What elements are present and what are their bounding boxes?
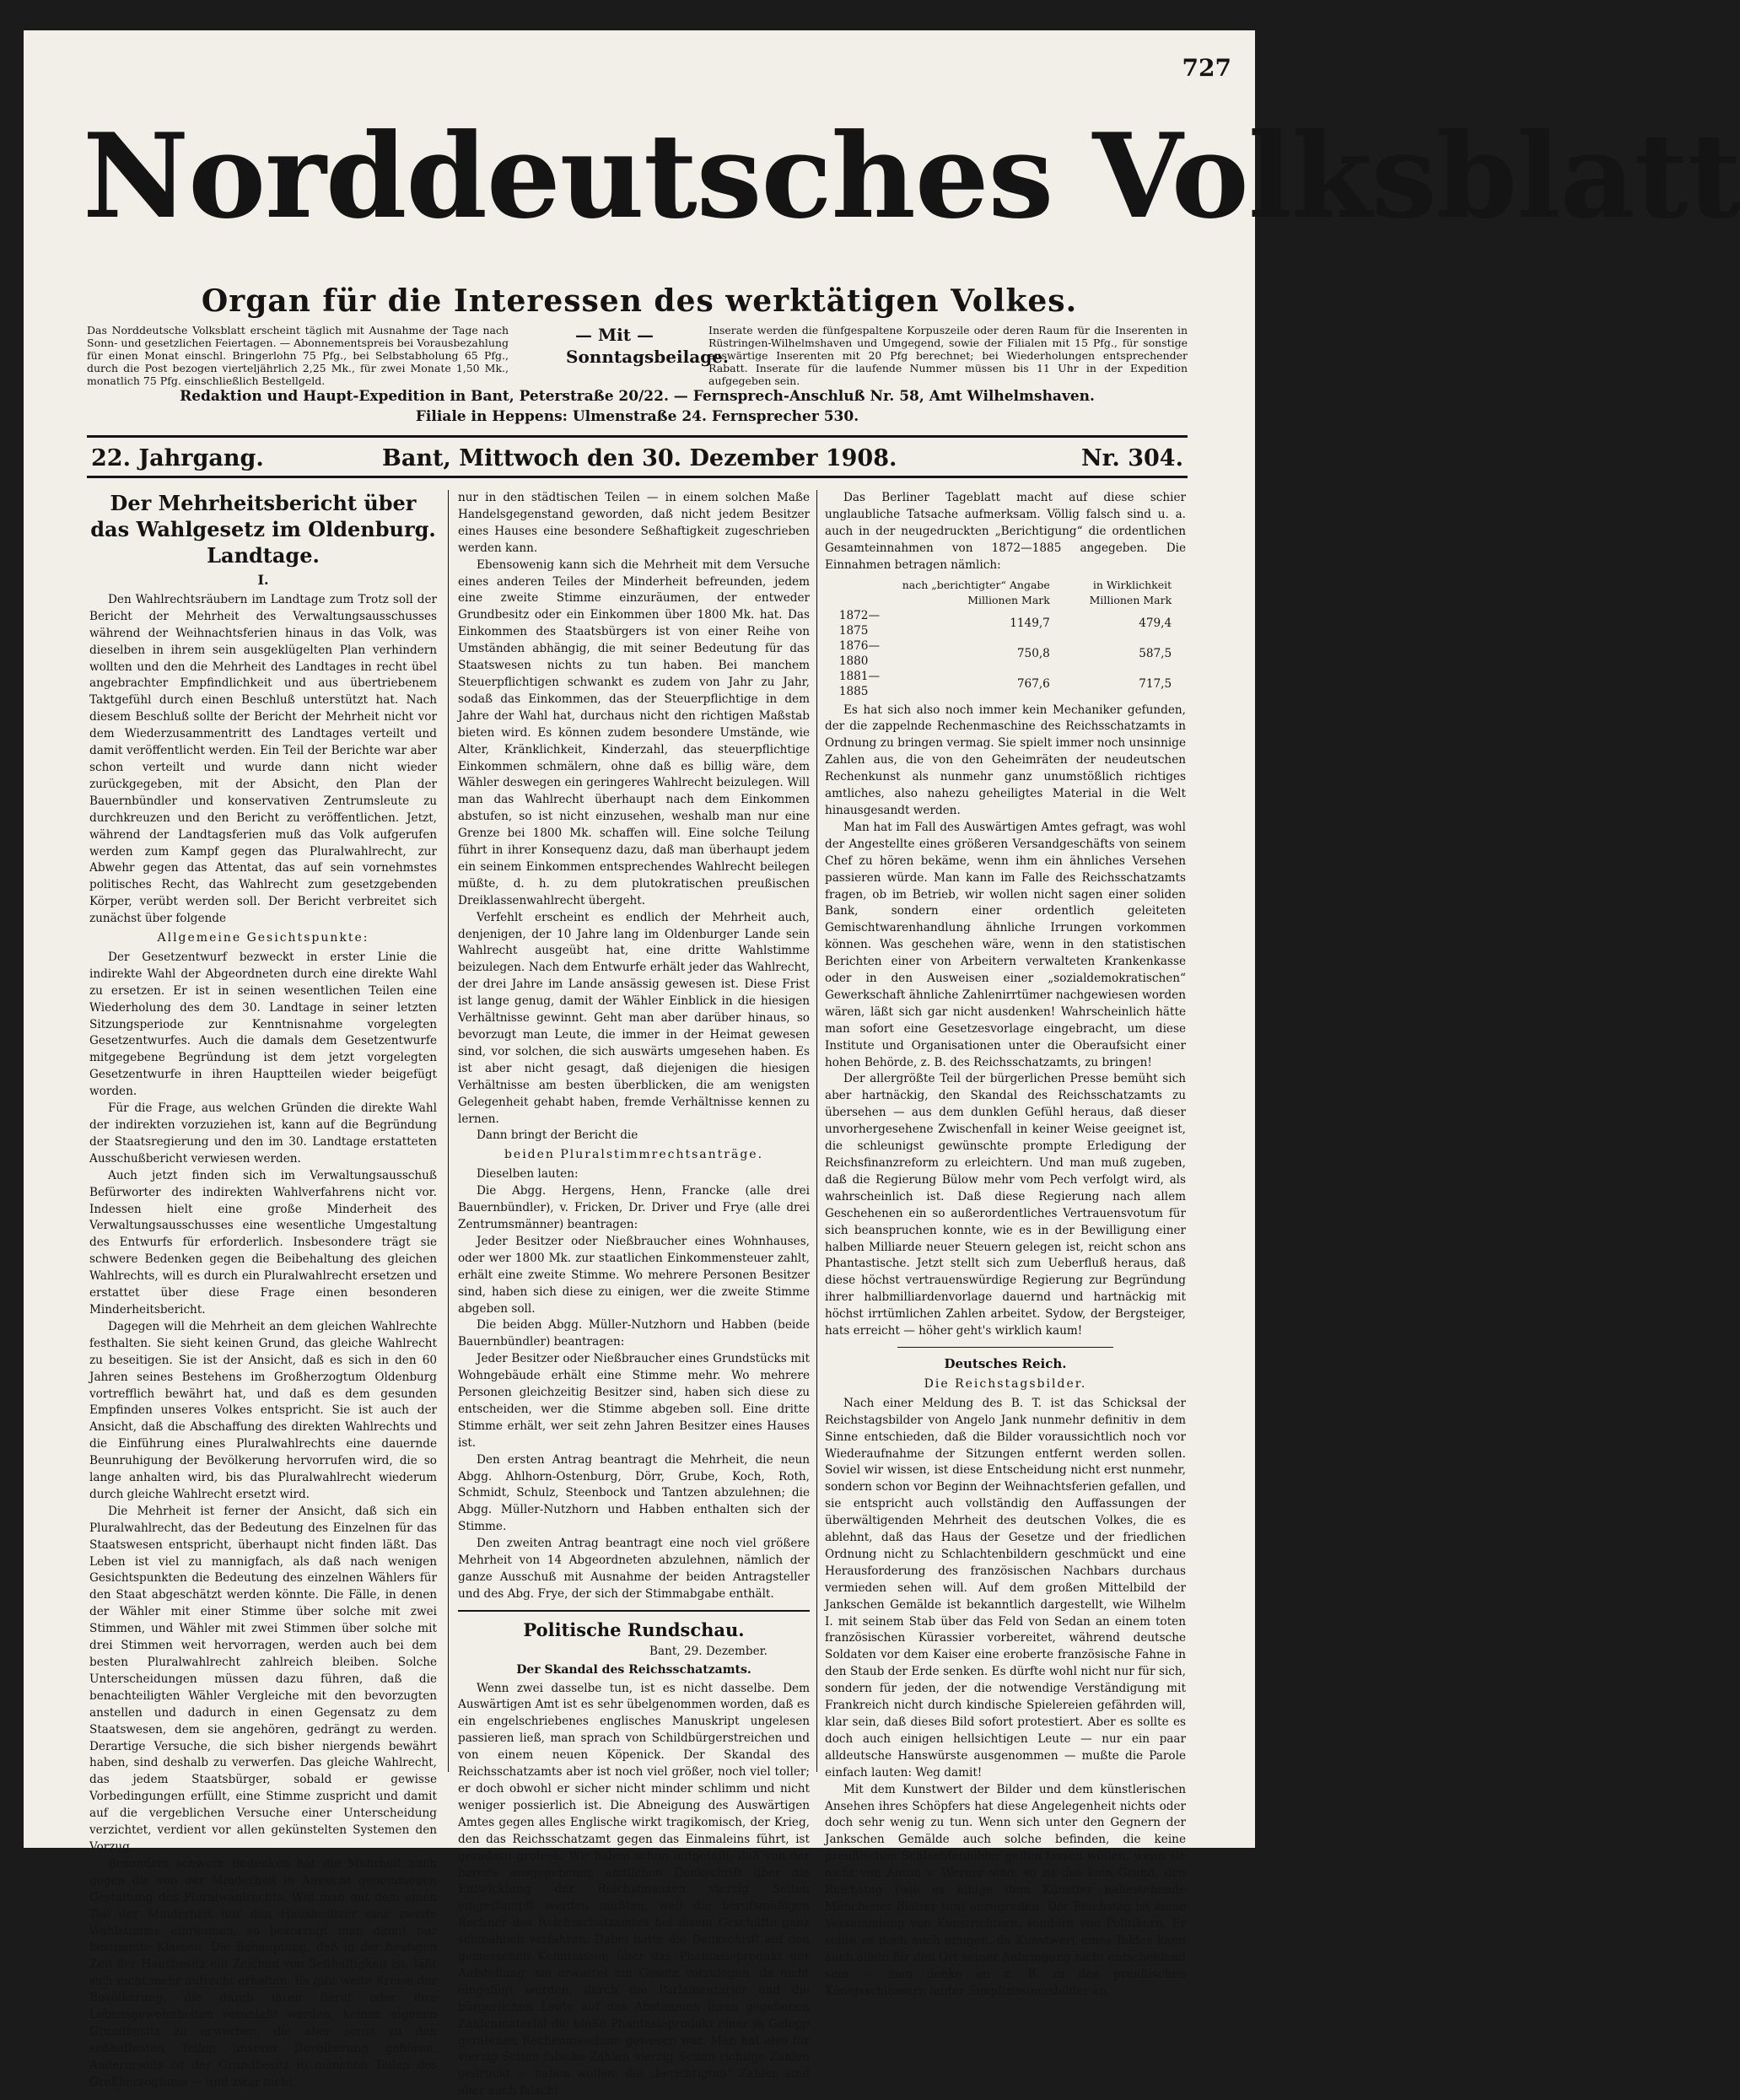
section-subhead: Die Reichstagsbilder. — [924, 1376, 1087, 1391]
table-row — [836, 669, 1175, 699]
paragraph: Verfehlt erscheint es endlich der Mehrheit auch, denjenigen, der 10 Jahre lang im Oldenburger Lande sein Wahlrecht ausgeübt hat, eine dritte Wahlstimme beizulegen. Nach dem Entwurfe erhält jeder das Wahlrecht, der drei Jahre im Lande ansässig gewesen ist. Diese Frist ist lange genug, damit der Wähler Einblick in die hiesigen Verhältnisse gewinnt. Geht man aber darüber hinaus, so bevorzugt man Leute, die immer in der Heimat gewesen sind, vor solchen, die sich auswärts umgesehen haben. Es ist aber nicht gesagt, daß diejenigen die hiesigen Verhältnisse am besten überblicken, die am wenigsten Gelegenheit gehabt haben, fremde Verhältnisse kennen zu lernen. — [458, 910, 810, 1126]
masthead-subtitle: Organ für die Interessen des werktätigen Volkes. — [201, 283, 1078, 319]
article-title-skandal: Der Skandal des Reichsschatzamts. — [516, 1662, 751, 1677]
paragraph: Auch jetzt finden sich im Verwaltungsausschuß Befürworter des indirekten Wahlverfahrens nicht vor. Indessen hielt eine große Minderheit des Verwaltungsausschusses eine wesentliche Umgestaltung des Entwurfs für erforderlich. Insbesondere trägt sie schwere Bedenken gegen die Beibehaltung des gleichen Wahlrechts, will es durch ein Pluralwahlrecht ersetzen und erstattet über diese Frage einen besonderen Minderheitsbericht. — [89, 1168, 437, 1317]
sunday-supplement-note: — Mit — Sonntagsbeilage. — [566, 325, 729, 367]
advertising-info: Inserate werden die fünfgespaltene Korpuszeile oder deren Raum für die Inserenten in Rüstringen-Wilhelmshaven und Umgegend, sowie der Filialen mit 15 Pfg., für sonstige auswärtige Inserenten mit 20 Pfg berechnet; bei Wiederholungen entsprechender Rabatt. Inserate für die laufende Nummer müssen bis 11 Uhr in der Expedition aufgegeben sein. — [708, 324, 1188, 387]
editorial-address: Redaktion und Haupt-Expedition in Bant, Peterstraße 20/22. — Fernsprech-Anschluß Nr. 58, Amt Wilhelmshaven. — [180, 388, 1095, 405]
section-subhead: Allgemeine Gesichtspunkte: — [157, 931, 369, 945]
section-dateline: Bant, 29. Dezember. — [649, 1644, 768, 1658]
dateline-rule — [87, 476, 1188, 478]
revenue-table — [836, 578, 1175, 699]
table-header-actual: in Wirklichkeit Millionen Mark — [1089, 578, 1172, 606]
paragraph: Das Berliner Tageblatt macht auf diese schier unglaubliche Tatsache aufmerksam. Völlig falsch sind u. a. auch in der neugedruckten „Berichtigung“ die ordentlichen Gesamteinnahmen von 1872—1885 angegeben. Die Einnahmen betragen nämlich: — [825, 491, 1186, 572]
paragraph: Der Gesetzentwurf bezweckt in erster Linie die indirekte Wahl der Abgeordneten durch eine direkte Wahl zu ersetzen. Er ist in seinen wesentlichen Teilen eine Wiederholung des dem 30. Landtage in seiner letzten Sitzungsperiode zur Kenntnisnahme vorgelegten Gesetzentwurfes. Auch die damals dem Gesetzentwurfe mitgegebene Begründung ist dem jetzt vorgelegten Gesetzentwurfe in ihren Hauptteilen wieder beigefügt worden. — [89, 950, 437, 1099]
paragraph: Dieselben lauten: — [477, 1167, 579, 1182]
table-cell: 750,8 — [1016, 646, 1050, 660]
paragraph: Es hat sich also noch immer kein Mechaniker gefunden, der die zappelnde Rechenmaschine des Reichsschatzamts in Ordnung zu bringen vermag. Sie spielt immer noch unsinnige Zahlen aus, die von den Geheimräten der neudeutschen Rechenkunst als nunmehr ganz unumstößlich richtiges amtliches, also nahezu geheiligtes Material in die Welt hinausgesandt werden. — [825, 703, 1186, 817]
newspaper-page — [24, 30, 1740, 2098]
paragraph: Für die Frage, aus welchen Gründen die direkte Wahl der indirekten vorzuziehen ist, kann auf die Begründung der Staatsregierung und den im 30. Landtage erstatteten Ausschußbericht verwiesen werden. — [89, 1101, 437, 1166]
column-3 — [825, 490, 1186, 2000]
section-rule — [458, 1610, 810, 1612]
top-rule — [87, 435, 1188, 438]
volume-label: 22. Jahrgang. — [91, 445, 264, 471]
branch-office: Filiale in Heppens: Ulmenstraße 24. Fernsprecher 530. — [415, 408, 859, 425]
paragraph: Dagegen will die Mehrheit an dem gleichen Wahlrechte festhalten. Sie sieht keinen Grund, das gleiche Wahlrecht zu beseitigen. Sie ist der Ansicht, daß es sich in den 60 Jahren seines Bestehens im Großherzogtum Oldenburg vortrefflich bewährt hat, und daß es dem gesunden Empfinden unseres Volkes entspricht. Sie ist auch der Ansicht, daß die Abschaffung des direkten Wahlrechts und die Einführung eines Pluralwahlrechts eine dauernde Beunruhigung der Bevölkerung hervorrufen wird, die so lange anhalten wird, bis das Pluralwahlrecht wiederum durch gleiche Wahlrecht ersetzt wird. — [89, 1319, 437, 1501]
paragraph: Den Wahlrechtsräubern im Landtage zum Trotz soll der Bericht der Mehrheit des Verwaltungsausschusses während der Weihnachtsferien hinaus in das Volk, was dieselben in ihrem sein ausgeklügelten Plan verhindern wollten und den die Mehrheit des Landtages in recht übel angebrachter Empfindlichkeit und aus übertriebenem Taktgefühl durch einen Beschluß unterstützt hat. Nach diesem Beschluß sollte der Bericht der Mehrheit nicht vor dem Wiederzusammentritt des Landtages verteilt und damit veröffentlicht werden. Ein Teil der Berichte war aber schon verteilt und wurde dann nicht wieder zurückgegeben, mit der Absicht, den Plan der Bauernbündler und konservativen Zentrumsleute zu durchkreuzen und den Bericht zu veröffentlichen. Jetzt, während der Landtagsferien muß das Volk aufgerufen werden zum Kampf gegen das Pluralwahlrecht, zur Abwehr gegen das Attentat, das auf sein vornehmstes politisches Recht, das Wahlrecht zum gesetzgebenden Körper, verübt werden soll. Der Bericht verbreitet sich zunächst über folgende — [89, 592, 437, 926]
section-title-reich: Deutsches Reich. — [944, 1355, 1067, 1371]
paragraph: Mit dem Kunstwert der Bilder und dem künstlerischen Ansehen ihres Schöpfers hat diese Angelegenheit nichts oder doch sehr wenig zu tun. Wenn sich unter den Gegnern der Jankschen Gemälde auch solche befinden, die keine preußischen Schlachtenbilder gelten lassen wollen, wenn sie nicht von Anton v. Werner sind, so ist das kein Grund, den Reichstag (wie es einige dem Künstler nahestehende Münchener Blätter tun) anzugreifen. Der Reichstag ist keine Versammlung von Kunstrichtern, sondern von Politikern. Er sollte es doch auch einigen, da Kunstwert eines Bildes kann auch allein für den Ort seiner Anbringung nicht entscheidend sein — man denke an z. B. in den preußischen Königsschlössern lauter Simplizissimusbilder an. — [825, 1782, 1186, 1998]
table-cell: 717,5 — [1139, 676, 1172, 691]
table-row — [836, 608, 1175, 638]
table-cell: 1881—1885 — [838, 669, 881, 698]
paragraph: Die Abgg. Hergens, Henn, Francke (alle drei Bauernbündler), v. Fricken, Dr. Driver und Frye (alle drei Zentrumsmänner) beantragen: — [458, 1184, 810, 1231]
table-cell: 1872—1875 — [838, 608, 881, 638]
section-title-rundschau: Politische Rundschau. — [523, 1618, 745, 1640]
paragraph: Man hat im Fall des Auswärtigen Amtes gefragt, was wohl der Angestellte eines größeren Versandgeschäfts von seinem Chef zu hören bekäme, wenn ihm ein ähnliches Versehen passieren würde. Man kann im Falle des Reichsschatzamts fragen, ob im Betrieb, wir wollen nicht sagen einer soliden Bank, sondern einer ordentlich geleiteten Gemischtwarenhandlung ähnliche Irrungen vorkommen können. Was geschehen wäre, wenn in den statistischen Berichten einer von Arbeitern verwalteten Krankenkasse oder in den Ausweisen einer „sozialdemokratischen“ Gewerkschaft ähnliche Zahlenirrtümer nachgewiesen worden wären, läßt sich gar nicht ausdenken! Wahrscheinlich hätte man sofort eine Gesetzesvorlage eingebracht, um diese Institute und Organisationen unter die Oberaufsicht einer hohen Behörde, z. B. des Reichsschatzamts, zu bringen! — [825, 820, 1186, 1069]
paragraph: Der allergrößte Teil der bürgerlichen Presse bemüht sich aber hartnäckig, den Skandal des Reichsschatzamts zu übersehen — aus dem dunklen Gefühl heraus, daß dieser unvorhergesehene Zwischenfall in keiner Weise geeignet ist, die schleunigst gewünschte prompte Erledigung der Reichsfinanzreform zu erleichtern. Und man muß zugeben, daß die Regierung Bülow mehr vom Pech verfolgt wird, als wahrscheinlich ist. Daß diese Regierung nach allem Geschehenen ein so außerordentliches Vertrauensvotum für sich beanspruchen konnte, wie es in der Bewilligung einer halben Milliarde neuer Steuern gelegen ist, reicht schon ans Phantastische. Jetzt stellt sich zum Ueberfluß heraus, daß diese höchst vertrauenswürdige Regierung zur Begründung ihrer halbmilliardenvorlage dauernd und hartnäckig mit höchst irrtümlichen Zahlen arbeitet. Sydow, der Bergsteiger, hats erreicht — höher geht's wirklich kaum! — [825, 1072, 1186, 1338]
column-divider — [816, 490, 817, 1772]
table-header-claimed: nach „berichtigter“ Angabe Millionen Mark — [902, 578, 1050, 606]
table-cell: 767,6 — [1016, 676, 1050, 691]
issue-number: Nr. 304. — [1081, 445, 1183, 471]
table-cell: 1149,7 — [1010, 616, 1050, 630]
page-number: 727 — [1182, 54, 1231, 82]
column-divider — [448, 490, 449, 1772]
issue-date: Bant, Mittwoch den 30. Dezember 1908. — [382, 445, 897, 471]
paragraph: Den ersten Antrag beantragt die Mehrheit, die neun Abgg. Ahlhorn-Ostenburg, Dörr, Grube, Koch, Roth, Schmidt, Schulz, Steenbock und Tantzen abzulehnen; die Abgg. Müller-Nutzhorn und Habben enthalten sich der Stimme. — [458, 1452, 810, 1534]
section-rule — [897, 1347, 1114, 1348]
article-headline: Der Mehrheitsbericht über das Wahlgesetz im Oldenburg. Landtage. — [90, 491, 436, 568]
paragraph: Ebensowenig kann sich die Mehrheit mit dem Versuche eines anderen Teiles der Minderheit befreunden, jedem eine zweite Stimme einzuräumen, der entweder Grundbesitz oder ein Einkommen über 1800 Mk. hat. Das Einkommen des Staatsbürgers ist von einer Reihe von Umständen abhängig, die mit seiner Bedeutung für das Staatswesen nichts zu tun haben. Bei manchem Steuerpflichtigen schwankt es zudem von Jahr zu Jahr, sodaß das Einkommen, das der Steuerpflichtige in dem Jahre der Wahl hat, durchaus nicht den richtigen Maßstab bieten wird. Es können zudem besondere Umstände, wie Alter, Kränklichkeit, Kinderzahl, das steuerpflichtige Einkommen schmälern, ohne daß es billig wäre, dem Wähler deswegen ein geringeres Wahlrecht beizulegen. Will man das Wahlrecht überhaupt nach dem Einkommen abstufen, so ist nicht einzusehen, weshalb man nur eine Grenze bei 1800 Mk. schaffen will. Eine solche Teilung führt in ihrer Konsequenz dazu, daß man überhaupt jedem ein seinem Einkommen entsprechendes Wahlrecht beilegen müßte, d. h. zu dem plutokratischen preußischen Dreiklassenwahlrecht übergeht. — [458, 557, 810, 907]
article-part-number: I. — [257, 572, 269, 588]
paragraph: Jeder Besitzer oder Nießbraucher eines Grundstücks mit Wohngebäude erhält eine Stimme mehr. Wo mehrere Personen gleichzeitig Besitzer sind, haben sich diese zu entscheiden, wer die Stimme abgeben soll. Eine dritte Stimme erhält, wer seit zehn Jahren Besitzer eines Hauses ist. — [458, 1352, 810, 1450]
paragraph: Die Mehrheit ist ferner der Ansicht, daß sich ein Pluralwahlrecht, das der Bedeutung des Einzelnen für das Staatswesen entspricht, überhaupt nicht finden läßt. Das Leben ist viel zu mannigfach, als daß nach wenigen Gesichtspunkten die Bedeutung des einzelnen Wählers für den Staat abgeschätzt werden könnte. Die Fälle, in denen der Wähler mit einer Stimme über solche mit zwei Stimmen, und Wähler mit zwei Stimmen über solche mit drei Stimmen weit hervorragen, werden auch bei dem besten Pluralwahlrecht zahlreich bleiben. Solche Unterscheidungen müssen dazu führen, daß die benachteiligten Wähler Vergleiche mit den bevorzugten anstellen und dadurch in einen Gegensatz zu dem Staatswesen, dem sie angehören, gedrängt zu werden. Derartige Versuche, die sich bisher niergends bewährt haben, sind deshalb zu verwerfen. Das gleiche Wahlrecht, das jedem Staatsbürger, sobald er gewisse Vorbedingungen erfüllt, eine Stimme zuspricht und damit auf die vergeblichen Versuche einer Unterscheidung verzichtet, verdient vor allen gekünstelten Systemen den Vorzug. — [89, 1504, 437, 1854]
table-cell: 1876—1880 — [838, 638, 881, 668]
table-cell: 587,5 — [1139, 646, 1172, 660]
table-row — [836, 638, 1175, 669]
paragraph: Die beiden Abgg. Müller-Nutzhorn und Habben (beide Bauernbündler) beantragen: — [458, 1318, 810, 1349]
paragraph: Besonders schwere Bedenken hat die Mehrheit auch gegen die von der Minderheit in Aussicht genommenen Gestaltung des Pluralwahlrechts. Will man mit dem einen Teil der Minderheit nur den Hausbesitzer eine zweite Wahlstimme einräumen, so bevorzugt man damit nur bestimmte Klassen. Die Behauptung, daß in der heutigen Zeit der Hausbesitz ein Zeichen von Seßhaftigkeit ist, läßt sich nicht mehr aufrecht erhalten. Es gibt weite Kreise der Bevölkerung, die durch ihren Beruf oder ihre Lebensgewohnheiten veranlaßt werden, keinen eigenen Grundbesitz zu erwerben, die aber sonst zu den seßhaftesten Teilen unserer Bevölkerung gehören. Andererseits ist der Grundbesitz in manchen Teilen des Großherzogtums — und zwar nicht — [89, 1856, 437, 2089]
paragraph: Wenn zwei dasselbe tun, ist es nicht dasselbe. Dem Auswärtigen Amt ist es sehr übelgenommen worden, daß es ein engelschriebenes englisches Manuskript ungelesen passieren ließ, man sprach von Schildbürgerstreichen und von einem neuen Köpenick. Der Skandal des Reichsschatzamts aber ist noch viel größer, noch viel toller; er doch obwohl er sicher nicht minder schlimm und nicht weniger possierlich ist. Die Abneigung des Auswärtigen Amtes gegen alles Englische wirkt tragikomisch, der Krieg, den das Reichsschatzamt gegen das Einmaleins führt, ist geradezu grotesk. Wir haben schon mitgeteilt, daß von der bereits ausgegebenen amtlichen Denkschrift über die Entwicklung der Reichsfinanzen vierzig Seiten eingestampft werden mußten, weil die berufsmäßigen Rechner des Reichsschatzamtes bei ihrem Geschäfte ganz schmählich verfahren. Dabei hatte die Denkschrift auf den gemessenen Kenntnissen über das Phantasieprodukt der Aufstellung, sie erwartet ein Gesetz vorzulegen, da nicht eingefügt werden, durch die Parlamentarier und die bürgerlichen Leute auf das Abstimmen ihren gegebenen Zahlenmaterial die bloße Phantasieprodukt einer in Galopp geratenen Rechenmaschine gewesen war. Man hat also für vierzig Seiten falsche Zahlen vierzig Seiten richtige Zahlen gedruckt — haben wollen; die „berichtigten“ Zahlen sind aber auch falsch! — [458, 1681, 810, 2098]
section-subhead: beiden Pluralstimmrechtsanträge. — [504, 1148, 764, 1162]
paragraph: Jeder Besitzer oder Nießbraucher eines Wohnhauses, oder wer 1800 Mk. zur staatlichen Einkommensteuer zahlt, erhält eine zweite Stimme. Wo mehrere Personen Besitzer sind, haben sich diese zu einigen, wer die zweite Stimme abgeben soll. — [458, 1234, 810, 1316]
paragraph: Dann bringt der Bericht die — [477, 1128, 638, 1143]
masthead-title: Norddeutsches Volksblatt — [83, 107, 1740, 245]
paragraph: Den zweiten Antrag beantragt eine noch viel größere Mehrheit von 14 Abgeordneten abzulehnen, nämlich der ganze Ausschuß mit Ausnahme der beiden Antragsteller und des Abg. Frye, der sich der Stimmabgabe enthält. — [458, 1537, 810, 1601]
subscription-info: Das Norddeutsche Volksblatt erscheint täglich mit Ausnahme der Tage nach Sonn- und gesetzlichen Feiertagen. — Abonnementspreis bei Vorausbezahlung für einen Monat einschl. Bringerlohn 75 Pfg., bei Selbstabholung 65 Pfg., durch die Post bezogen vierteljährlich 2,25 Mk., für zwei Monate 1,50 Mk., monatlich 75 Pfg. einschließlich Bestellgeld. — [87, 324, 509, 387]
table-cell: 479,4 — [1139, 616, 1172, 630]
paragraph: nur in den städtischen Teilen — in einem solchen Maße Handelsgegenstand geworden, daß nicht jedem Besitzer eines Hauses eine besondere Seßhaftigkeit zugeschrieben werden kann. — [458, 491, 810, 555]
column-2 — [458, 490, 810, 2100]
column-1 — [89, 490, 437, 2092]
paragraph: Nach einer Meldung des B. T. ist das Schicksal der Reichstagsbilder von Angelo Jank nunmehr definitiv in dem Sinne entschieden, daß die Bilder voraussichtlich noch vor Wiederaufnahme der Sitzungen entfernt werden sollen. Soviel wir wissen, ist diese Entscheidung nicht erst nunmehr, sondern schon vor Beginn der Weihnachtsferien gefallen, und sie entspricht auch vollständig den Auffassungen der überwältigenden Mehrheit des deutschen Volkes, die es ablehnt, daß das Haus der Gesetze und der friedlichen Ordnung nicht zu Schlachtenbildern geschmückt und eine Herausforderung des französischen Nachbars durchaus vermieden sehen will. Auf dem großen Mittelbild der Jankschen Gemälde ist bekanntlich dargestellt, wie Wilhelm I. mit seinem Stab über das Feld von Sedan an einem toten französischen Kürassier vorbereitet, während deutsche Soldaten vor dem Kaiser eine eroberte französische Fahne in den Staub der Erde senken. Es dürfte wohl nicht nur für sich, sondern für jeden, der die notwendige Verständigung mit Frankreich nicht durch kindische Spielereien gefährden will, klar sein, daß dieses Bild sofort protestiert. Aber es sollte es doch auch einigen hellsichtigen Leute — nur ein paar alldeutsche Hanswürste ausgenommen — mußte die Parole einfach lauten: Weg damit! — [825, 1396, 1186, 1780]
